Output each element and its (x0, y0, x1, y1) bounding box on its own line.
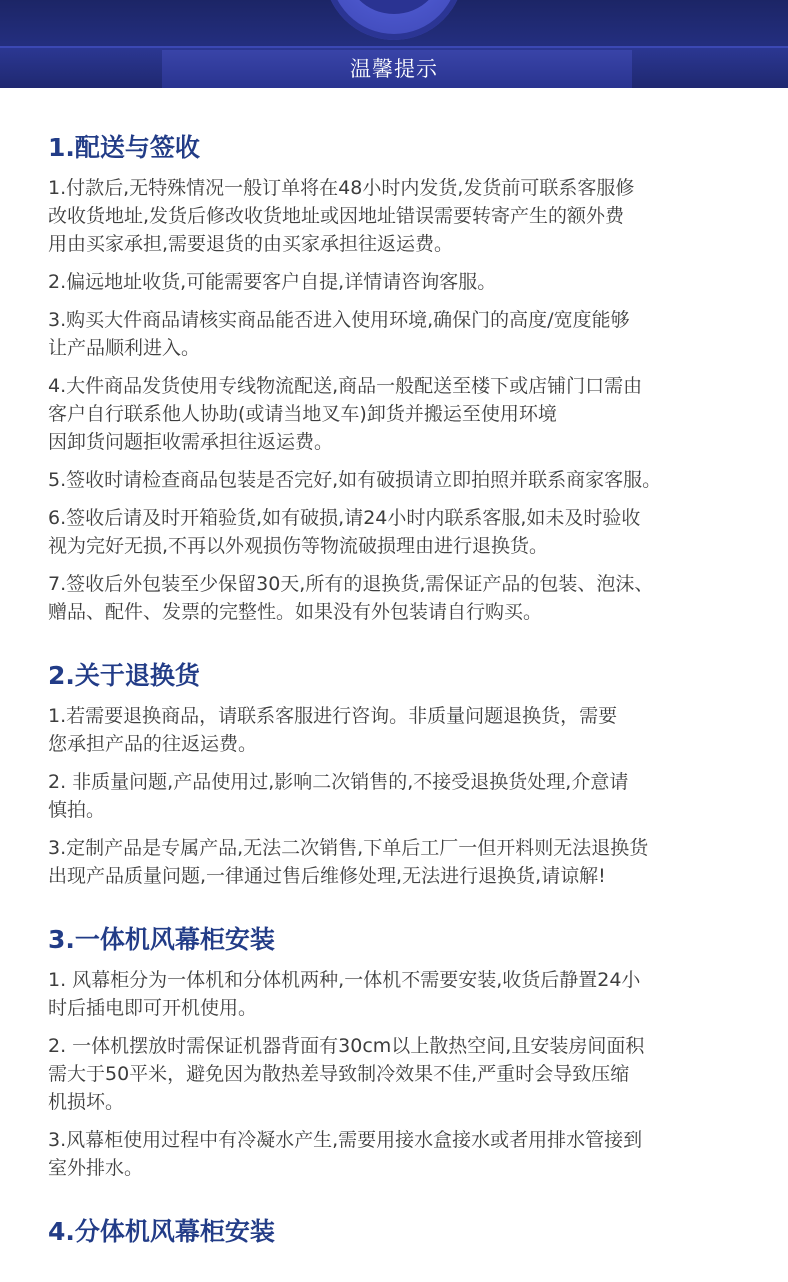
paragraph: 4.大件商品发货使用专线物流配送,商品一般配送至楼下或店铺门口需由 客户自行联系他人协助(或请当地叉车)卸货并搬运至使用环境 因卸货问题拒收需承担往返运费。 (48, 375, 643, 453)
page-title: 温馨提示 (350, 57, 438, 81)
section-integrated-install (48, 920, 753, 1182)
paragraph: 3.购买大件商品请核实商品能否进入使用环境,确保门的高度/宽度能够 让产品顺利进入。 (48, 309, 630, 359)
paragraph: 2. 一体机摆放时需保证机器背面有30cm以上散热空间,且安装房间面积 需大于50平米，避免因为散热差导致制冷效果不佳,严重时会导致压缩 机损坏。 (48, 1035, 645, 1113)
paragraph: 5.签收时请检查商品包装是否完好,如有破损请立即拍照并联系商家客服。 (48, 469, 662, 491)
paragraph: 3.风幕柜使用过程中有冷凝水产生,需要用接水盒接水或者用排水管接到 室外排水。 (48, 1129, 643, 1179)
section-title: 3.一体机风幕柜安装 (48, 925, 275, 954)
paragraph: 2.偏远地址收货,可能需要客户自提,详情请咨询客服。 (48, 271, 497, 293)
header-band-line (0, 46, 788, 48)
section-title: 4.分体机风幕柜安装 (48, 1217, 275, 1246)
notice-content (48, 128, 753, 1282)
header-banner (0, 0, 788, 88)
paragraph: 1.付款后,无特殊情况一般订单将在48小时内发货,发货前可联系客服修 改收货地址,发货后修改收货地址或因地址错误需要转寄产生的额外费 用由买家承担,需要退货的由买家承担往返运费。 (48, 177, 635, 255)
paragraph: 1. 风幕柜分为一体机和分体机两种,一体机不需要安装,收货后静置24小 时后插电即可开机使用。 (48, 969, 641, 1019)
section-title: 1.配送与签收 (48, 133, 200, 162)
paragraph: 2. 非质量问题,产品使用过,影响二次销售的,不接受退换货处理,介意请 慎拍。 (48, 771, 629, 821)
paragraph: 1.若需要退换商品，请联系客服进行咨询。非质量问题退换货，需要 您承担产品的往返运费。 (48, 705, 618, 755)
paragraph: 6.签收后请及时开箱验货,如有破损,请24小时内联系客服,如未及时验收 视为完好无损,不再以外观损伤等物流破损理由进行退换货。 (48, 507, 641, 557)
paragraph: 7.签收后外包装至少保留30天,所有的退换货,需保证产品的包装、泡沫、 赠品、配件、发票的完整性。如果没有外包装请自行购买。 (48, 573, 654, 623)
section-returns (48, 656, 753, 890)
section-delivery (48, 128, 753, 626)
section-title: 2.关于退换货 (48, 661, 200, 690)
paragraph: 3.定制产品是专属产品,无法二次销售,下单后工厂一但开料则无法退换货 出现产品质量问题,一律通过售后维修处理,无法进行退换货,请谅解! (48, 837, 649, 887)
section-split-install (48, 1212, 753, 1252)
